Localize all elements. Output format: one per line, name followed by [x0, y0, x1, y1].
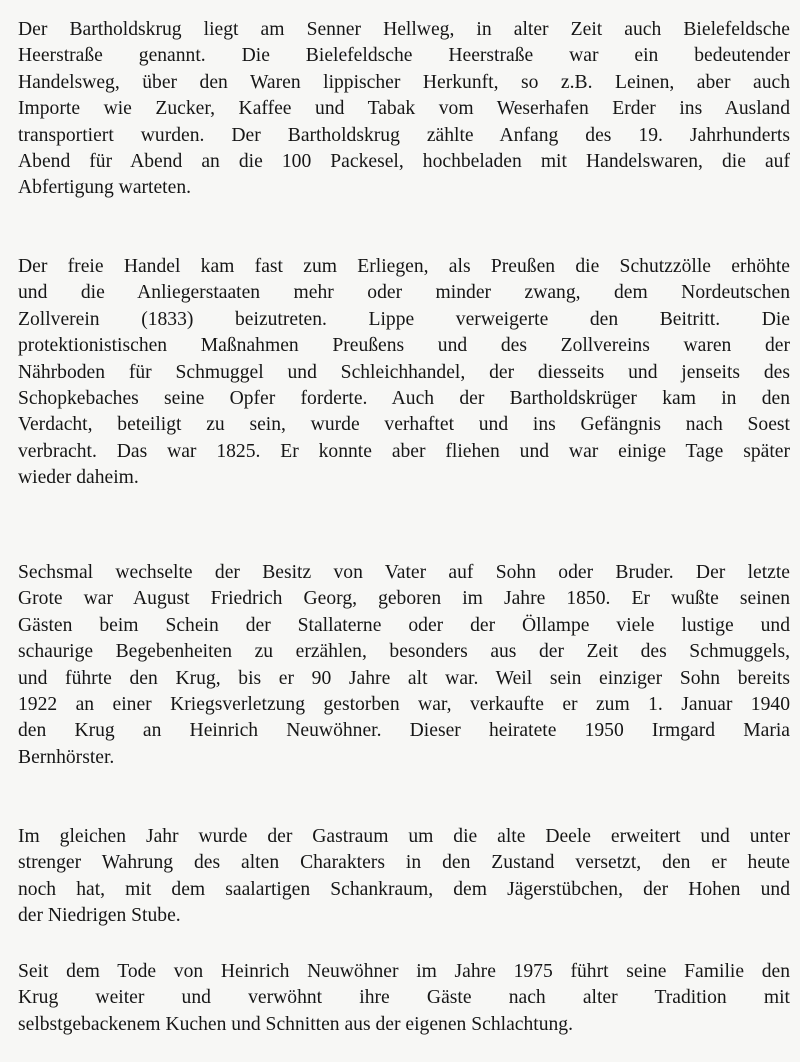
paragraph-line: schaurige Begebenheiten zu erzählen, besonders aus der Zeit des Schmuggels, [18, 641, 790, 663]
paragraph-line: Abfertigung warteten. [18, 177, 192, 199]
paragraph-2 [18, 254, 790, 492]
paragraph-line: Grote war August Friedrich Georg, geboren im Jahre 1850. Er wußte seinen [18, 588, 790, 610]
paragraph-line: protektionistischen Maßnahmen Preußens und des Zollvereins waren der [18, 335, 790, 357]
paragraph-line: verbracht. Das war 1825. Er konnte aber fliehen und war einige Tage später [18, 440, 790, 462]
paragraph-line: und führte den Krug, bis er 90 Jahre alt war. Weil sein einziger Sohn bereits [18, 667, 790, 689]
paragraph-line: Nährboden für Schmuggel und Schleichhandel, der diesseits und jenseits des [18, 361, 790, 383]
paragraph-line: noch hat, mit dem saalartigen Schankraum, dem Jägerstübchen, der Hohen und [18, 878, 790, 900]
paragraph-line: Handelsweg, über den Waren lippischer Herkunft, so z.B. Leinen, aber auch [18, 71, 790, 93]
paragraph-4 [18, 824, 790, 930]
paragraph-line: wieder daheim. [18, 467, 139, 489]
paragraph-line: Schopkebaches seine Opfer forderte. Auch der Bartholdskrüger kam in den [18, 387, 790, 409]
paragraph-line: den Krug an Heinrich Neuwöhner. Dieser heiratete 1950 Irmgard Maria [18, 720, 790, 742]
paragraph-line: Krug weiter und verwöhnt ihre Gäste nach alter Tradition mit [18, 987, 790, 1009]
paragraph-line: der Niedrigen Stube. [18, 905, 181, 927]
paragraph-line: Importe wie Zucker, Kaffee und Tabak vom Weserhafen Erder ins Ausland [18, 98, 790, 120]
paragraph-line: 1922 an einer Kriegsverletzung gestorben war, verkaufte er zum 1. Januar 1940 [18, 693, 790, 715]
paragraph-line: Seit dem Tode von Heinrich Neuwöhner im Jahre 1975 führt seine Familie den [18, 961, 790, 982]
paragraph-1 [18, 17, 790, 202]
paragraph-line: Abend für Abend an die 100 Packesel, hochbeladen mit Handelswaren, die auf [18, 150, 790, 172]
paragraph-line: und die Anliegerstaaten mehr oder minder zwang, dem Nordeutschen [18, 282, 790, 304]
paragraph-line: strenger Wahrung des alten Charakters in den Zustand versetzt, den er heute [18, 852, 790, 874]
paragraph-line: transportiert wurden. Der Bartholdskrug zählte Anfang des 19. Jahrhunderts [18, 124, 790, 146]
paragraph-line: Bernhörster. [18, 746, 115, 768]
paragraph-line: Sechsmal wechselte der Besitz von Vater auf Sohn oder Bruder. Der letzte [18, 562, 790, 583]
paragraph-line: Der freie Handel kam fast zum Erliegen, als Preußen die Schutzzölle erhöhte [18, 256, 790, 277]
paragraph-5 [18, 959, 790, 1038]
paragraph-line: selbstgebackenem Kuchen und Schnitten aus der eigenen Schlachtung. [18, 1013, 573, 1035]
paragraph-line: Verdacht, beteiligt zu sein, wurde verhaftet und ins Gefängnis nach Soest [18, 414, 790, 436]
paragraph-line: Gästen beim Schein der Stallaterne oder der Öllampe viele lustige und [18, 614, 790, 636]
paragraph-line: Heerstraße genannt. Die Bielefeldsche Heerstraße war ein bedeutender [18, 45, 790, 67]
paragraph-3 [18, 560, 790, 771]
paragraph-line: Im gleichen Jahr wurde der Gastraum um die alte Deele erweitert und unter [18, 826, 790, 847]
paragraph-line: Zollverein (1833) beizutreten. Lippe verweigerte den Beitritt. Die [18, 308, 790, 330]
paragraph-line: Der Bartholdskrug liegt am Senner Hellweg, in alter Zeit auch Bielefeldsche [18, 19, 790, 40]
